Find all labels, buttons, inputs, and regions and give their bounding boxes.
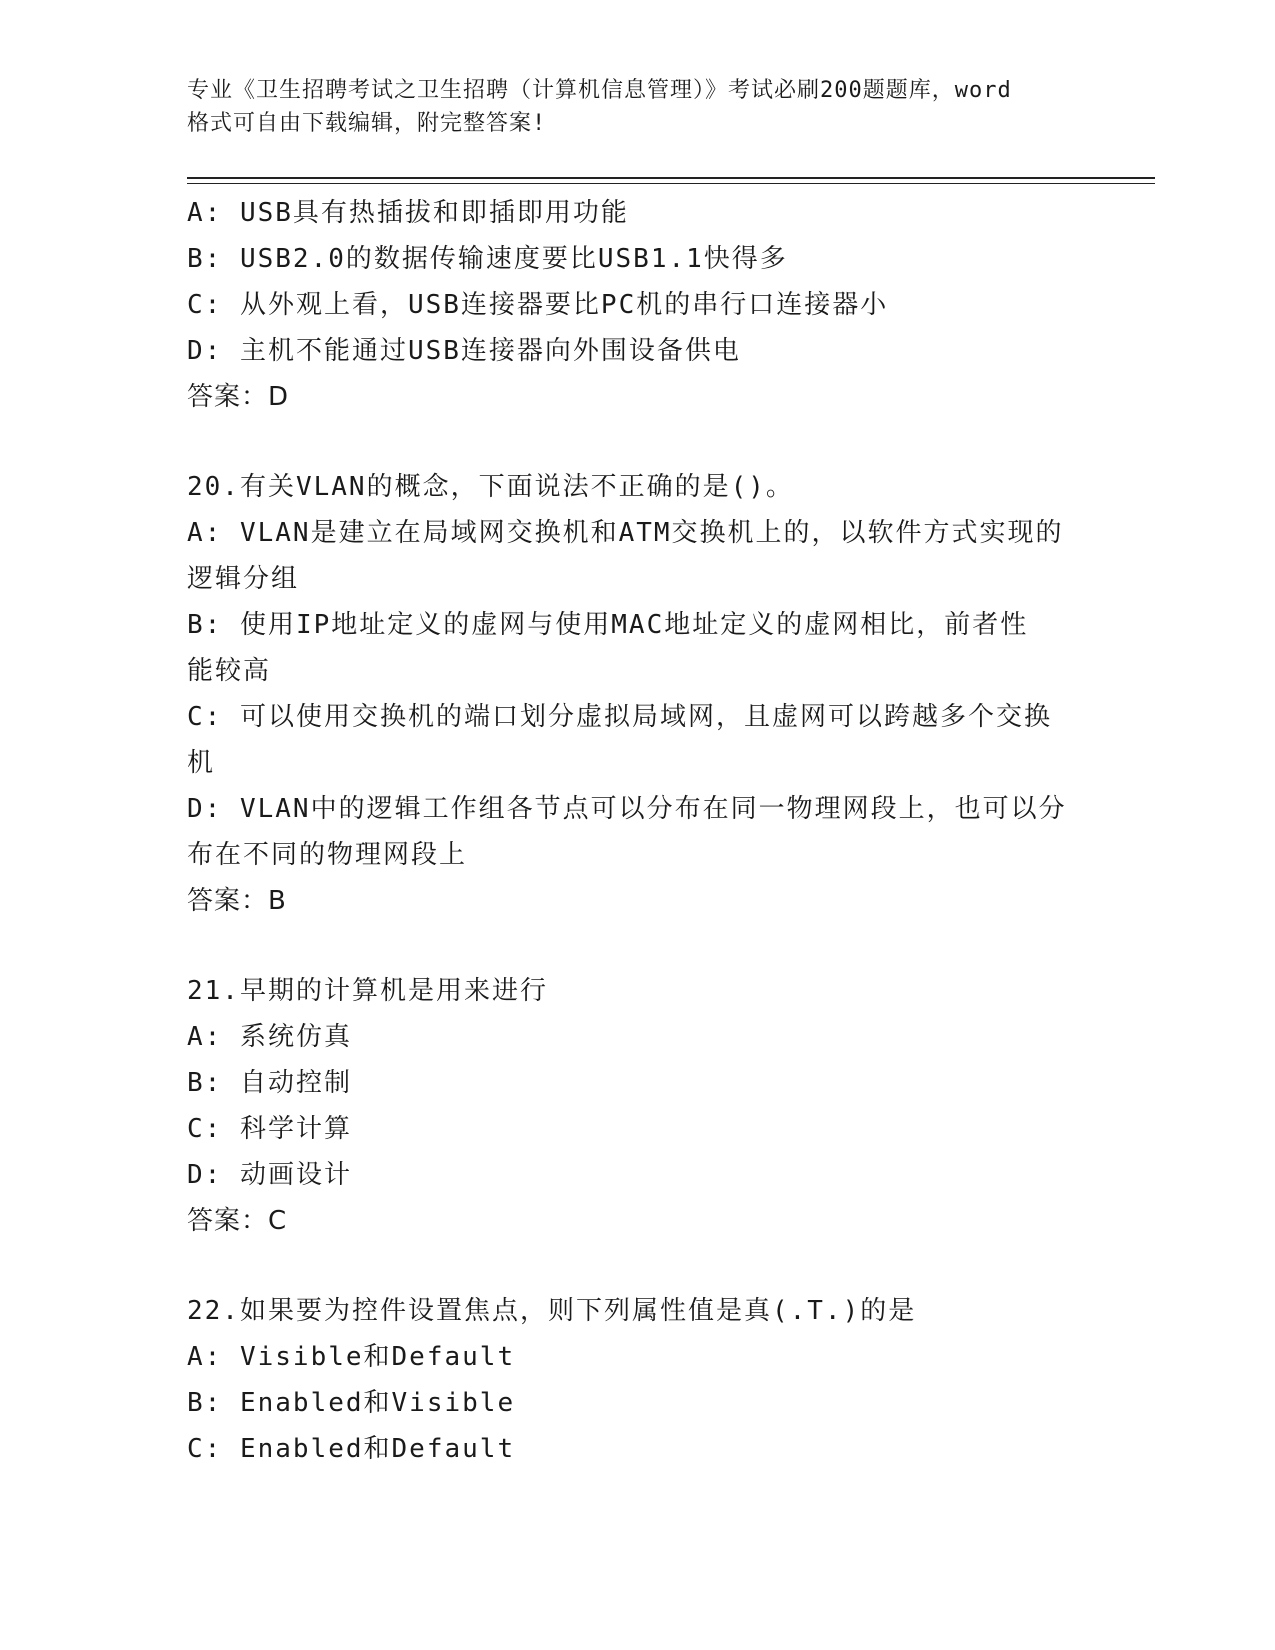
- option-b: B: 自动控制: [187, 1068, 352, 1098]
- option-a: A: VLAN是建立在局域网交换机和ATM交换机上的，以软件方式实现的: [187, 518, 1064, 548]
- option-c-continued: 机: [187, 748, 216, 778]
- answer-line: 答案：C: [187, 1206, 288, 1236]
- spacer: [187, 924, 1107, 968]
- header-line-1: 专业《卫生招聘考试之卫生招聘（计算机信息管理）》考试必刷200题题库，word: [187, 78, 1012, 103]
- option-c: C: 可以使用交换机的端口划分虚拟局域网，且虚网可以跨越多个交换: [187, 702, 1052, 732]
- option-c: C: 科学计算: [187, 1114, 352, 1144]
- answer-line: 答案：D: [187, 382, 290, 412]
- question-text: 20.有关VLAN的概念，下面说法不正确的是()。: [187, 472, 794, 502]
- option-d: D: 主机不能通过USB连接器向外围设备供电: [187, 336, 741, 366]
- option-d: D: VLAN中的逻辑工作组各节点可以分布在同一物理网段上，也可以分: [187, 794, 1067, 824]
- question-text: 22.如果要为控件设置焦点，则下列属性值是真(.T.)的是: [187, 1296, 917, 1326]
- question-text: 21.早期的计算机是用来进行: [187, 976, 548, 1006]
- option-a: A: USB具有热插拔和即插即用功能: [187, 198, 629, 228]
- option-b: B: Enabled和Visible: [187, 1388, 516, 1418]
- question-block-20: [187, 464, 1107, 924]
- option-b: B: 使用IP地址定义的虚网与使用MAC地址定义的虚网相比，前者性: [187, 610, 1029, 640]
- option-b: B: USB2.0的数据传输速度要比USB1.1快得多: [187, 244, 788, 274]
- option-a: A: 系统仿真: [187, 1022, 352, 1052]
- spacer: [187, 1244, 1107, 1288]
- option-a: A: Visible和Default: [187, 1342, 516, 1372]
- header-line-2: 格式可自由下载编辑，附完整答案!: [187, 111, 547, 136]
- option-a-continued: 逻辑分组: [187, 564, 300, 594]
- answer-line: 答案：B: [187, 886, 287, 916]
- option-c: C: Enabled和Default: [187, 1434, 516, 1464]
- question-content: [187, 190, 1107, 1472]
- option-b-continued: 能较高: [187, 656, 272, 686]
- spacer: [187, 420, 1107, 464]
- question-block-19: [187, 190, 1107, 420]
- document-header: [187, 74, 1087, 140]
- question-block-22: [187, 1288, 1107, 1472]
- option-c: C: 从外观上看，USB连接器要比PC机的串行口连接器小: [187, 290, 889, 320]
- option-d: D: 动画设计: [187, 1160, 352, 1190]
- header-divider: [187, 177, 1155, 184]
- option-d-continued: 布在不同的物理网段上: [187, 840, 468, 870]
- question-block-21: [187, 968, 1107, 1244]
